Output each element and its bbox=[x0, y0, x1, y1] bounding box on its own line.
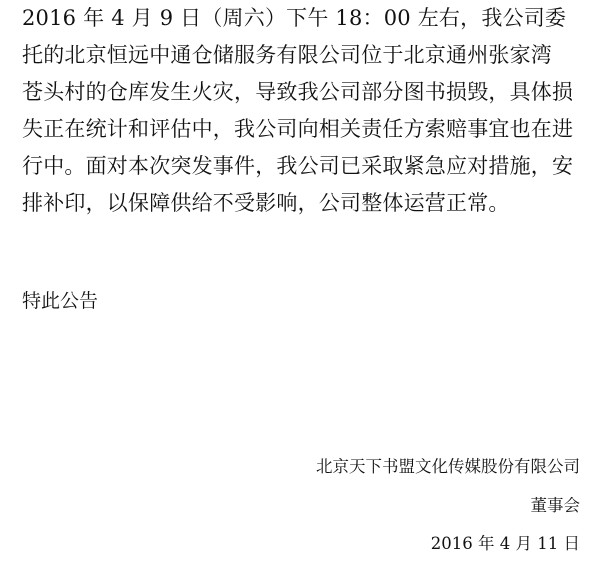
body-line-6: 排补印，以保障供给不受影响，公司整体运营正常。 bbox=[22, 191, 510, 215]
closing-statement: 特此公告 bbox=[22, 290, 99, 312]
body-line-5: 行中。面对本次突发事件，我公司已采取紧急应对措施，安 bbox=[22, 154, 574, 178]
body-line-3: 苍头村的仓库发生火灾，导致我公司部分图书损毁，具体损 bbox=[22, 80, 574, 104]
signature-board: 董事会 bbox=[530, 496, 580, 515]
signature-date: 2016 年 4 月 11 日 bbox=[430, 534, 580, 553]
body-line-4: 失正在统计和评估中，我公司向相关责任方索赔事宜也在进 bbox=[22, 117, 574, 141]
body-line-1: 2016 年 4 月 9 日（周六）下午 18：00 左右，我公司委 bbox=[22, 6, 567, 30]
signature-company: 北京天下书盟文化传媒股份有限公司 bbox=[316, 457, 580, 476]
body-line-2: 托的北京恒远中通仓储服务有限公司位于北京通州张家湾 bbox=[22, 43, 552, 67]
